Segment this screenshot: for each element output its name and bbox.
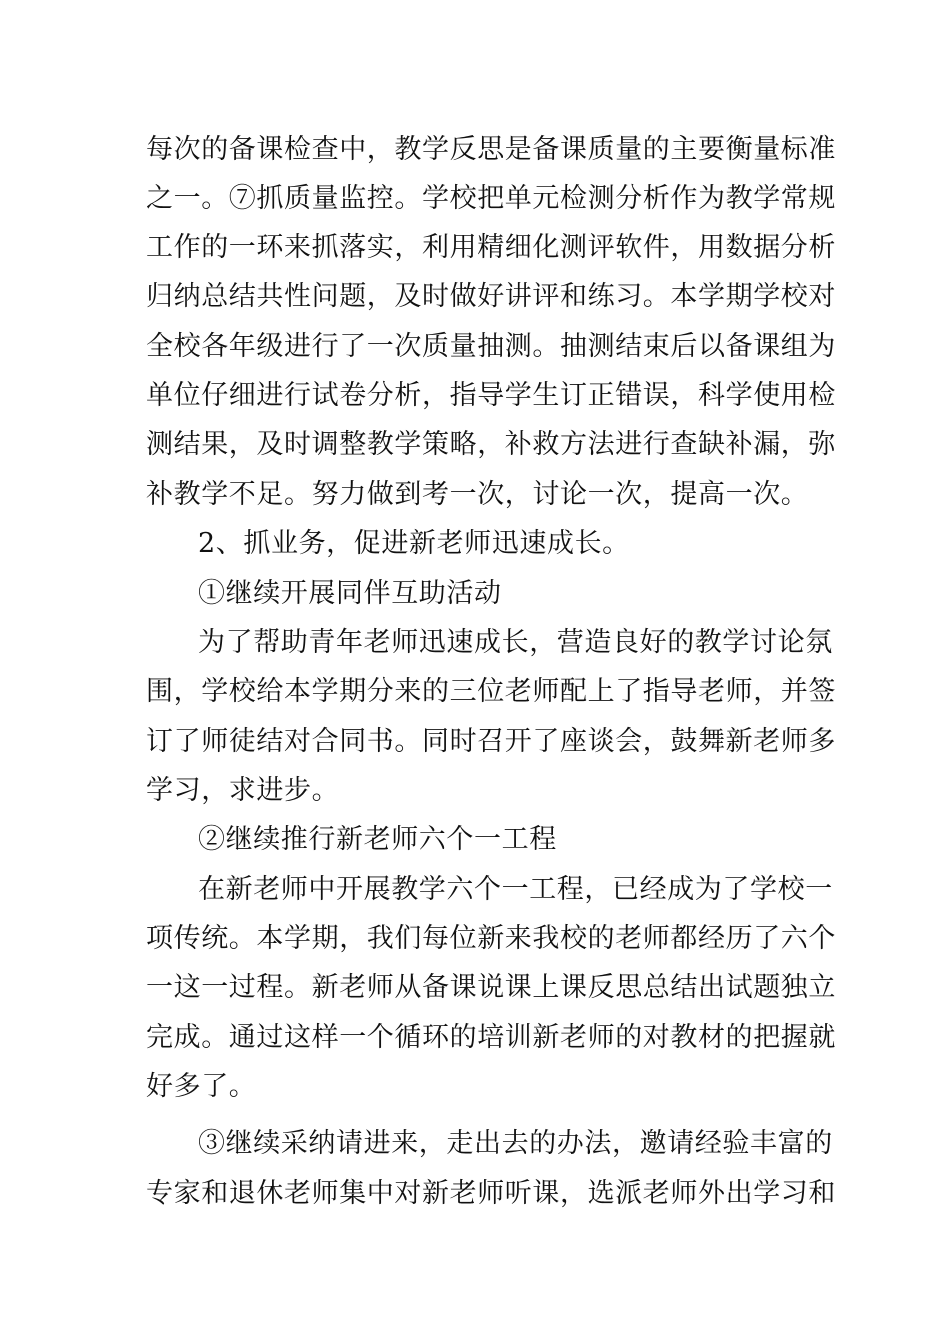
text-line: 补教学不足。努力做到考一次，讨论一次，提高一次。 [146,479,809,510]
text-line: ③继续采纳请进来，走出去的办法，邀请经验丰富的 [198,1128,833,1159]
text-line: 项传统。本学期，我们每位新来我校的老师都经历了六个 [146,923,836,954]
text-line: 全校各年级进行了一次质量抽测。抽测结束后以备课组为 [146,331,836,362]
subsection-heading: ①继续开展同伴互助活动 [198,578,502,609]
text-line: 围，学校给本学期分来的三位老师配上了指导老师，并签 [146,676,836,707]
text-line: 单位仔细进行试卷分析，指导学生订正错误，科学使用检 [146,380,836,411]
text-line: 测结果，及时调整教学策略，补救方法进行查缺补漏，弥 [146,429,836,460]
text-line: 订了师徒结对合同书。同时召开了座谈会，鼓舞新老师多 [146,726,836,757]
subsection-heading: ②继续推行新老师六个一工程 [198,824,557,855]
text-line: 工作的一环来抓落实，利用精细化测评软件，用数据分析 [146,232,836,263]
text-line: 每次的备课检查中，教学反思是备课质量的主要衡量标准 [146,134,836,165]
text-line: 一这一过程。新老师从备课说课上课反思总结出试题独立 [146,972,836,1003]
text-line: 好多了。 [146,1071,257,1102]
text-line: 之一。⑦抓质量监控。学校把单元检测分析作为教学常规 [146,183,836,214]
section-heading: 2、抓业务，促进新老师迅速成长。 [198,528,630,559]
text-line: 归纳总结共性问题，及时做好讲评和练习。本学期学校对 [146,281,836,312]
text-line: 专家和退休老师集中对新老师听课，选派老师外出学习和 [146,1178,836,1209]
text-line: 为了帮助青年老师迅速成长，营造良好的教学讨论氛 [198,627,833,658]
text-line: 完成。通过这样一个循环的培训新老师的对教材的把握就 [146,1022,836,1053]
text-line: 在新老师中开展教学六个一工程，已经成为了学校一 [198,874,833,905]
text-line: 学习，求进步。 [146,775,340,806]
